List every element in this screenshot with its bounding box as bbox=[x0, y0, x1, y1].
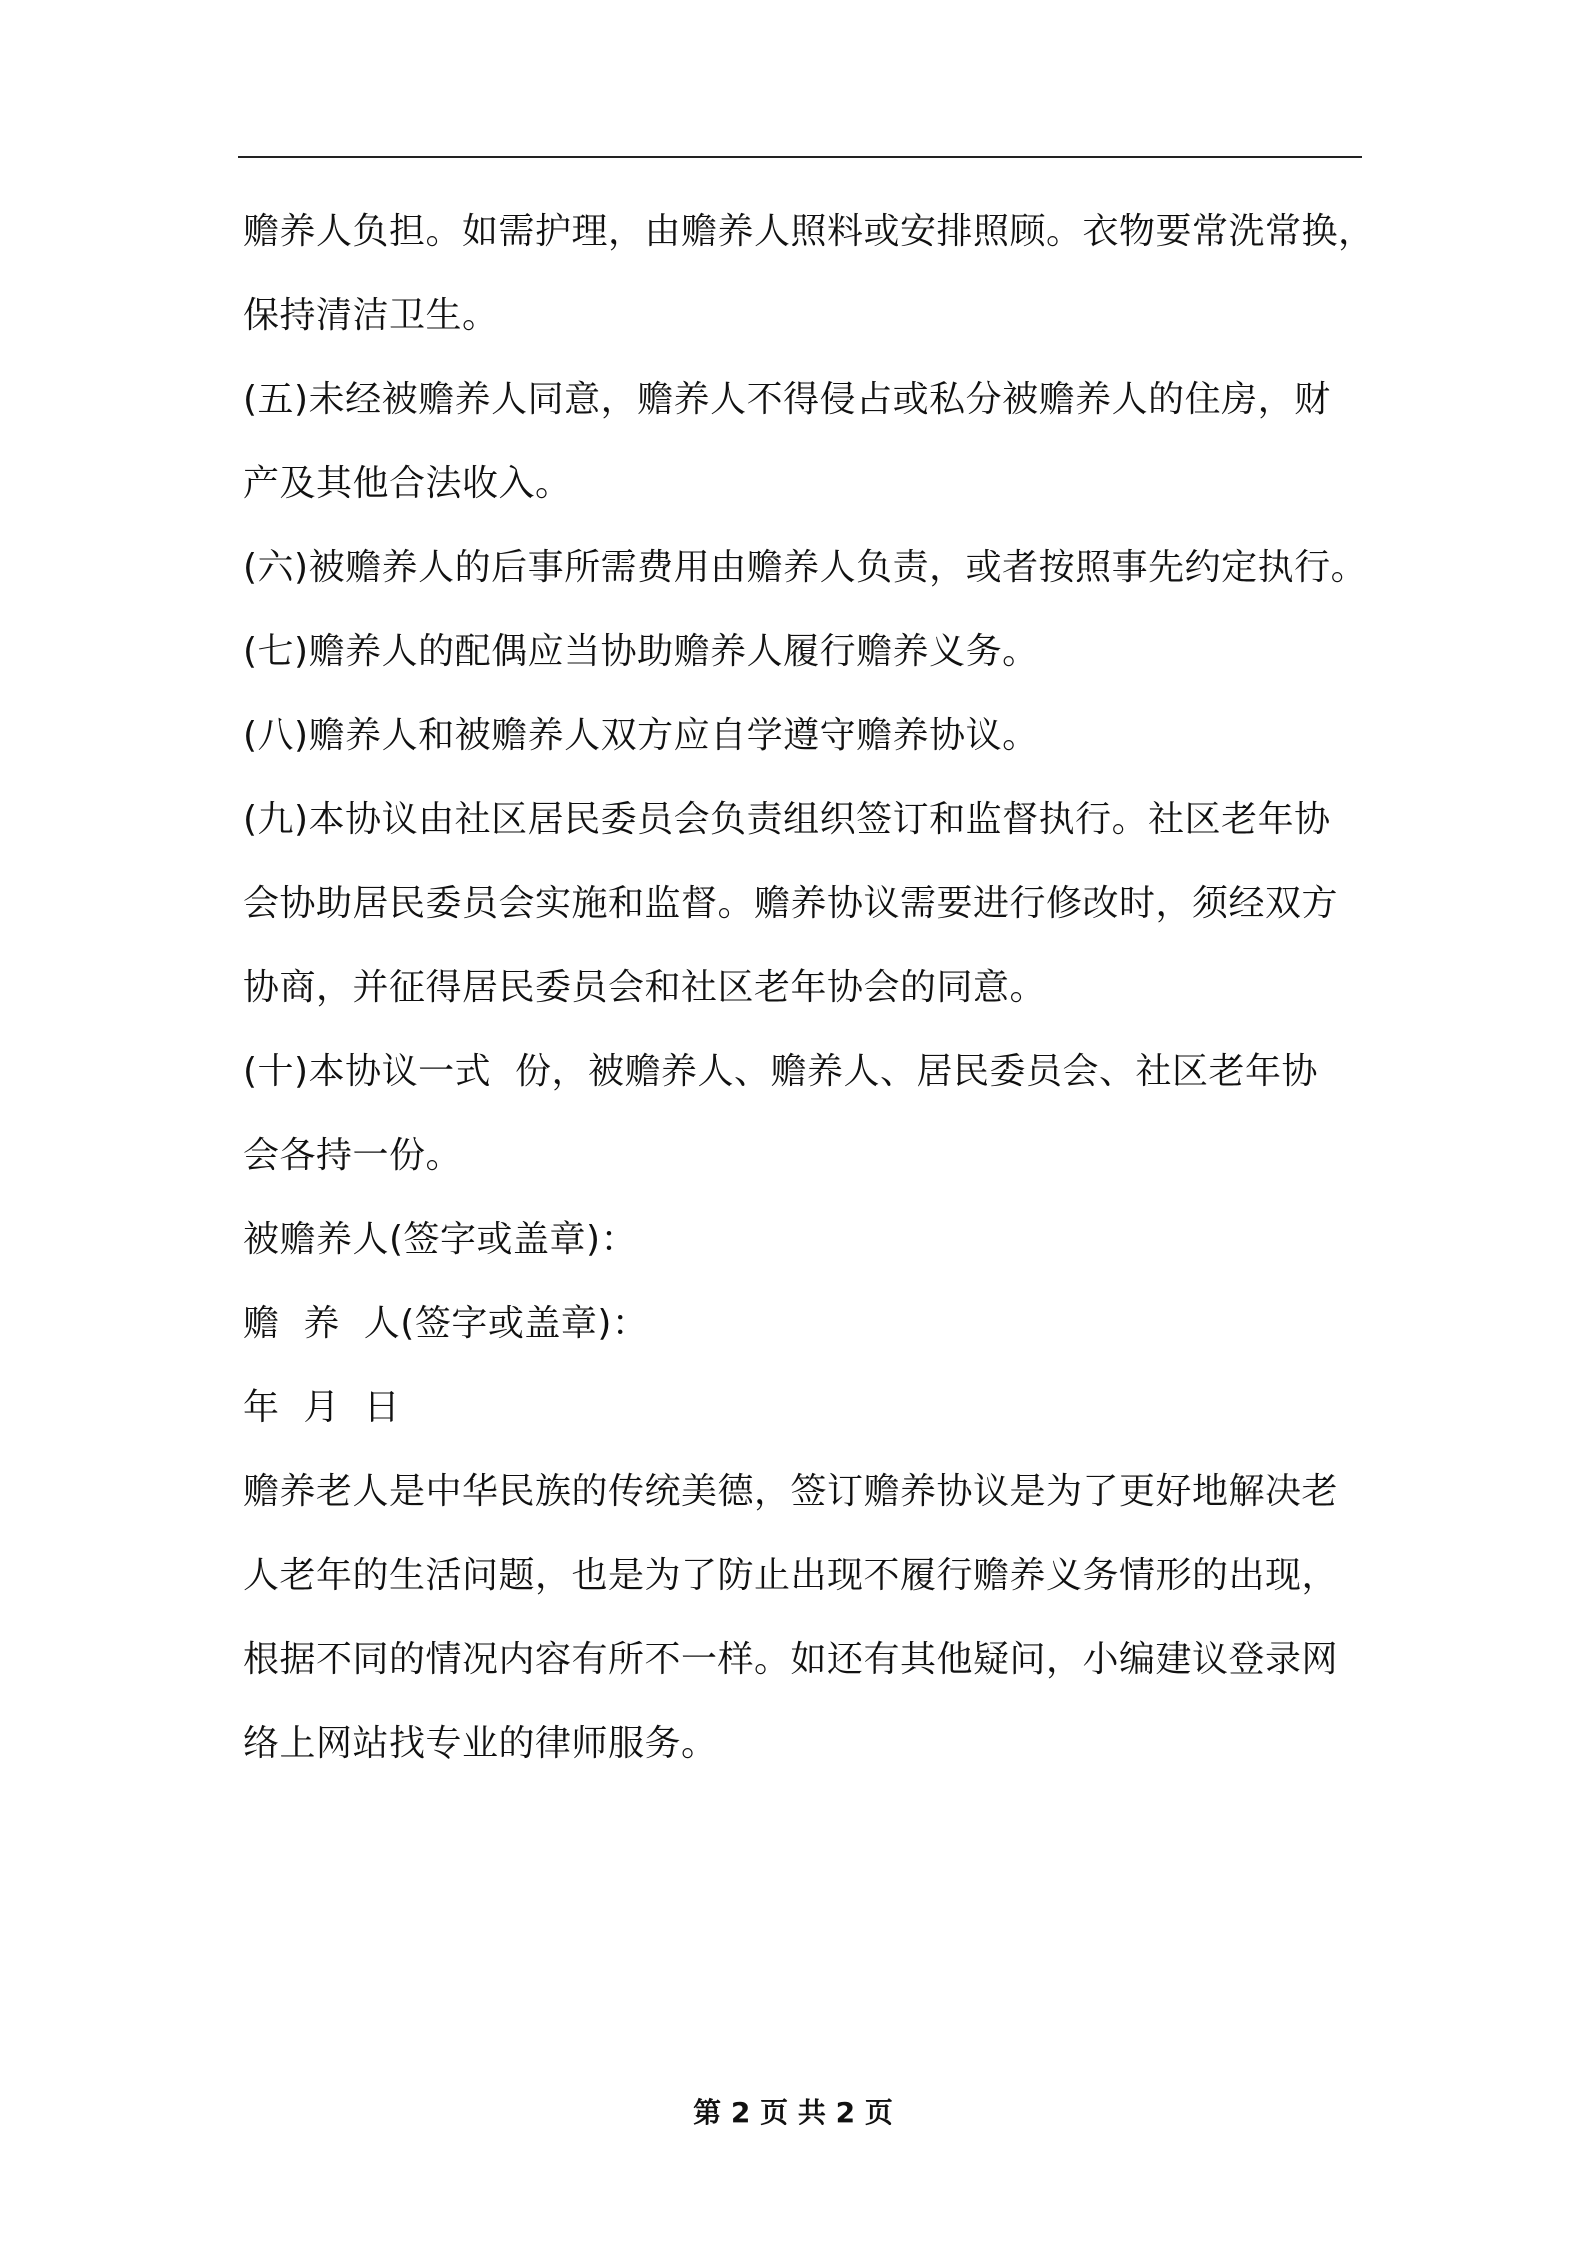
body-line: (七)赡养人的配偶应当协助赡养人履行赡养义务。 bbox=[243, 631, 1039, 672]
body-line: 产及其他合法收入。 bbox=[243, 463, 572, 504]
body-line: (五)未经被赡养人同意，赡养人不得侵占或私分被赡养人的住房，财 bbox=[243, 379, 1331, 420]
body-line: (八)赡养人和被赡养人双方应自学遵守赡养协议。 bbox=[243, 715, 1039, 756]
body-line: 赡养人负担。如需护理，由赡养人照料或安排照顾。衣物要常洗常换， bbox=[243, 211, 1375, 252]
body-line: 赡养老人是中华民族的传统美德，签订赡养协议是为了更好地解决老 bbox=[243, 1471, 1339, 1512]
body-line: 根据不同的情况内容有所不一样。如还有其他疑问，小编建议登录网 bbox=[243, 1639, 1339, 1680]
page-number-footer: 第 2 页 共 2 页 bbox=[693, 2096, 893, 2129]
signature-line-supported: 被赡养人(签字或盖章)： bbox=[243, 1219, 638, 1260]
body-line: 会各持一份。 bbox=[243, 1135, 463, 1176]
body-line: 络上网站找专业的律师服务。 bbox=[243, 1723, 718, 1764]
body-line: (六)被赡养人的后事所需费用由赡养人负责，或者按照事先约定执行。 bbox=[243, 547, 1368, 588]
body-line: 人老年的生活问题，也是为了防止出现不履行赡养义务情形的出现， bbox=[243, 1555, 1339, 1596]
body-line: 保持清洁卫生。 bbox=[243, 295, 499, 336]
header-rule bbox=[238, 156, 1362, 158]
body-line: 会协助居民委员会实施和监督。赡养协议需要进行修改时，须经双方 bbox=[243, 883, 1339, 924]
document-body bbox=[243, 190, 1393, 1786]
body-line: (九)本协议由社区居民委员会负责组织签订和监督执行。社区老年协 bbox=[243, 799, 1331, 840]
body-line: (十)本协议一式 份，被赡养人、赡养人、居民委员会、社区老年协 bbox=[243, 1051, 1318, 1092]
signature-line-supporter: 赡 养 人(签字或盖章)： bbox=[243, 1303, 649, 1344]
date-line: 年 月 日 bbox=[243, 1387, 401, 1428]
body-line: 协商，并征得居民委员会和社区老年协会的同意。 bbox=[243, 967, 1047, 1008]
